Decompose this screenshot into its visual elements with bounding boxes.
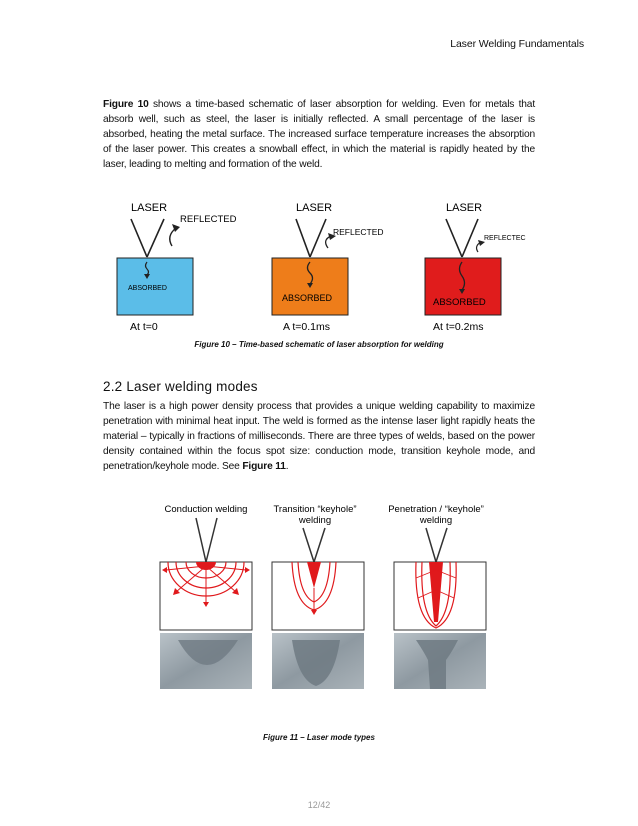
time-label-3: At t=0.2ms <box>433 321 484 333</box>
absorbed-label-3: ABSORBED <box>433 297 486 308</box>
figure-10-caption: Figure 10 – Time-based schematic of laser absorption for welding <box>194 340 444 349</box>
reflected-label-2: REFLECTED <box>333 227 384 237</box>
transition-diagram <box>272 528 364 689</box>
mode-label-penetration-2: welding <box>419 515 453 526</box>
page-header: Laser Welding Fundamentals <box>450 38 584 50</box>
absorbed-label-1: ABSORBED <box>128 285 167 292</box>
reflected-label-1: REFLECTED <box>180 214 237 225</box>
mode-label-penetration: Penetration / “keyhole” <box>388 504 484 515</box>
mode-label-transition-2: welding <box>298 515 332 526</box>
mode-label-transition: Transition “keyhole” <box>273 504 357 515</box>
modes-text-end: . <box>285 461 289 472</box>
absorbed-label-2: ABSORBED <box>282 293 333 303</box>
time-label-1: At t=0 <box>130 321 158 333</box>
laser-label-3: LASER <box>446 202 483 214</box>
figure-11-ref: Figure 11 <box>242 461 286 472</box>
figure-11-caption: Figure 11 – Laser mode types <box>263 733 375 742</box>
laser-label-2: LASER <box>296 202 333 214</box>
modes-text: The laser is a high power density process that provides a unique welding capability to maximize penetration with minimal heat input. The weld is formed as the intense laser light rapidly heats the material – typically in fractions of milliseconds. There are three types of welds, based on the power density contained within the focus spot size: conduction mode, transition keyhole mode, and penetration/keyhole mode. See <box>103 401 535 472</box>
section-heading: 2.2 Laser welding modes <box>103 379 258 394</box>
laser-label-1: LASER <box>131 202 168 214</box>
time-label-2: A t=0.1ms <box>283 321 330 333</box>
penetration-diagram <box>394 528 486 689</box>
page-number: 12/42 <box>307 800 331 810</box>
reflected-label-3: REFLECTEC <box>484 235 526 242</box>
figure-10-ref: Figure 10 <box>103 99 149 110</box>
intro-text: shows a time-based schematic of laser absorption for welding. Even for metals that absorb well, such as steel, the laser is initially reflected. A small percentage of the laser is absorbed, heating the metal surface. The increased surface temperature increases the absorption of the laser power. This creates a snowball effect, in which the material is rapidly heated by the laser, leading to melting and formation of the weld. <box>103 99 535 170</box>
mode-label-conduction: Conduction welding <box>164 504 248 515</box>
conduction-diagram <box>160 518 252 689</box>
